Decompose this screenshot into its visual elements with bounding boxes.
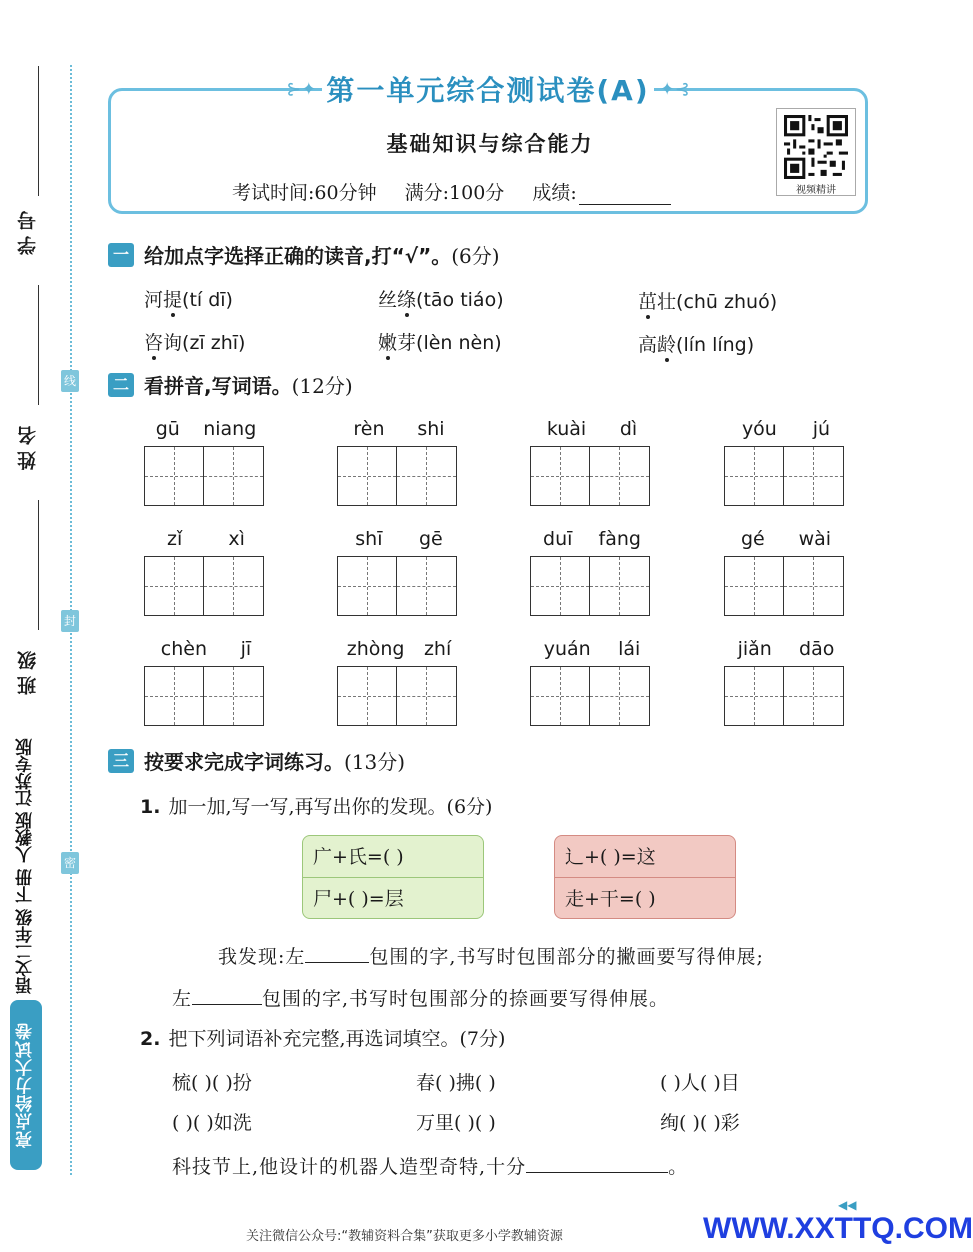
section-1-heading (108, 240, 500, 269)
tian-grid-box[interactable] (204, 556, 264, 616)
exam-time: 考试时间:60分钟 (232, 182, 377, 204)
qr-code-box[interactable] (776, 108, 856, 196)
tian-grid-box[interactable] (337, 446, 397, 506)
pinyin-label: zǐ xì (167, 528, 245, 550)
tian-grid-box[interactable] (530, 446, 590, 506)
pinyin-label: kuài dì (546, 418, 638, 440)
section-1-points: (6分) (451, 244, 500, 268)
binding-margin (0, 0, 80, 1252)
pinyin-label: gū niang (155, 418, 257, 440)
pronunciation-item: 丝绦(tāo tiáo) (378, 285, 504, 312)
question-3-2 (140, 1024, 505, 1051)
equation-row[interactable]: 走+干=( ) (565, 888, 656, 910)
subtitle: 基础知识与综合能力 (386, 132, 594, 156)
equation-row[interactable]: 尸+( )=层 (313, 888, 404, 910)
question-3-1-text: 加一加,写一写,再写出你的发现。(6分) (168, 796, 493, 818)
qr-label: 视频精讲 (796, 185, 836, 196)
cut-mark-secret: 密 (61, 852, 79, 874)
cut-mark-seal: 封 (61, 610, 79, 632)
tian-grid-box[interactable] (144, 446, 204, 506)
sentence-blank[interactable] (526, 1155, 668, 1173)
score-blank[interactable] (579, 185, 671, 205)
cut-mark-line: 线 (61, 370, 79, 392)
radical-box-red (554, 835, 736, 919)
idiom-item[interactable]: ( )( )如洗 (172, 1112, 252, 1134)
pinyin-label: gé wài (740, 528, 832, 550)
page-arrows-icon: ◀◀ (838, 1198, 857, 1212)
tian-grid-box[interactable] (530, 556, 590, 616)
pinyin-label: yuán lái (543, 638, 641, 660)
section-3-number: 三 (108, 749, 134, 773)
class-label: 班级 (17, 645, 39, 695)
tian-grid-box[interactable] (397, 556, 457, 616)
finding-blank-1[interactable] (305, 945, 369, 963)
title-deco-right-icon: ✦⊰ (659, 78, 690, 100)
tian-grid-box[interactable] (590, 446, 650, 506)
section-3-points: (13分) (344, 750, 406, 774)
name-label: 姓名 (17, 420, 39, 470)
title-deco-left-icon: ⊱✦ (286, 78, 317, 100)
pinyin-label: chèn jī (160, 638, 252, 660)
section-3-title: 按要求完成字词练习。 (144, 750, 344, 774)
tian-grid-box[interactable] (144, 666, 204, 726)
finding-line-1: 我发现:左 包围的字,书写时包围部分的撇画要写得伸展; (218, 946, 764, 968)
id-write-line (38, 66, 39, 196)
student-id-label: 学号 (17, 205, 39, 255)
finding-line-2: 左 包围的字,书写时包围部分的捺画要写得伸展。 (172, 988, 670, 1010)
qr-code-icon (784, 115, 848, 179)
exam-info (232, 178, 693, 205)
score-label: 成绩: (532, 182, 577, 204)
idiom-item[interactable]: 绚( )( )彩 (660, 1112, 740, 1134)
full-score: 满分:100分 (404, 182, 505, 204)
tian-grid-box[interactable] (724, 666, 784, 726)
tian-grid-box[interactable] (204, 666, 264, 726)
idiom-item[interactable]: ( )人( )目 (660, 1072, 740, 1094)
tian-grid-box[interactable] (204, 446, 264, 506)
idiom-item[interactable]: 万里( )( ) (416, 1112, 496, 1134)
pinyin-label: duī fàng (543, 528, 641, 550)
section-2-number: 二 (108, 373, 134, 397)
section-2-heading (108, 370, 353, 399)
class-write-line (38, 500, 39, 630)
pronunciation-item: 嫩芽(lèn nèn) (378, 328, 502, 355)
tian-grid-box[interactable] (397, 446, 457, 506)
pinyin-label: shī gē (355, 528, 443, 550)
pinyin-label: jiǎn dāo (737, 638, 835, 660)
tian-grid-box[interactable] (337, 666, 397, 726)
watermark: WWW.XXTTQ.COM (703, 1212, 973, 1245)
pinyin-label: rèn shi (353, 418, 445, 440)
section-2-title: 看拼音,写词语。 (144, 374, 292, 398)
question-3-1 (140, 792, 492, 819)
section-1-number: 一 (108, 243, 134, 267)
idiom-item[interactable]: 梳( )( )扮 (172, 1072, 252, 1094)
pronunciation-item: 高龄(lín líng) (638, 330, 754, 357)
question-3-2-number: 2. (140, 1028, 161, 1050)
tian-grid-box[interactable] (724, 446, 784, 506)
tian-grid-box[interactable] (784, 556, 844, 616)
question-3-1-number: 1. (140, 796, 161, 818)
tian-grid-box[interactable] (784, 666, 844, 726)
idiom-item[interactable]: 春( )拂( ) (416, 1072, 496, 1094)
radical-box-green (302, 835, 484, 919)
page-title: 第一单元综合测试卷(A) (322, 69, 653, 109)
tian-grid-box[interactable] (530, 666, 590, 726)
finding-blank-2[interactable] (192, 987, 262, 1005)
section-2-points: (12分) (291, 374, 353, 398)
section-3-heading (108, 746, 405, 775)
equation-row[interactable]: 辶+( )=这 (555, 836, 735, 878)
pronunciation-item: 咨询(zī zhī) (144, 328, 245, 355)
title-row (108, 62, 868, 116)
tian-grid-box[interactable] (590, 666, 650, 726)
section-1-title: 给加点字选择正确的读音,打“√”。 (144, 244, 452, 268)
series-info: 语文二年级 下册 人教版 江苏专版 (16, 738, 36, 994)
pronunciation-item: 茁壮(chū zhuó) (638, 287, 777, 314)
name-write-line (38, 285, 39, 405)
pronunciation-item: 河提(tí dī) (144, 285, 233, 312)
tian-grid-box[interactable] (397, 666, 457, 726)
pinyin-label: zhòng zhí (346, 638, 452, 660)
equation-row[interactable]: 广+氏=( ) (303, 836, 483, 878)
series-title: 亮点给力大试卷 (10, 1000, 42, 1170)
tian-grid-box[interactable] (337, 556, 397, 616)
fill-sentence: 科技节上,他设计的机器人造型奇特,十分 。 (172, 1156, 689, 1178)
tian-grid-box[interactable] (784, 446, 844, 506)
footer-note: 关注微信公众号:“教辅资料合集”获取更多小学教辅资源 (246, 1229, 563, 1244)
tian-grid-box[interactable] (724, 556, 784, 616)
tian-grid-box[interactable] (590, 556, 650, 616)
tian-grid-box[interactable] (144, 556, 204, 616)
question-3-2-text: 把下列词语补充完整,再选词填空。(7分) (168, 1028, 506, 1050)
pinyin-label: yóu jú (741, 418, 831, 440)
series-bar (10, 700, 42, 1170)
